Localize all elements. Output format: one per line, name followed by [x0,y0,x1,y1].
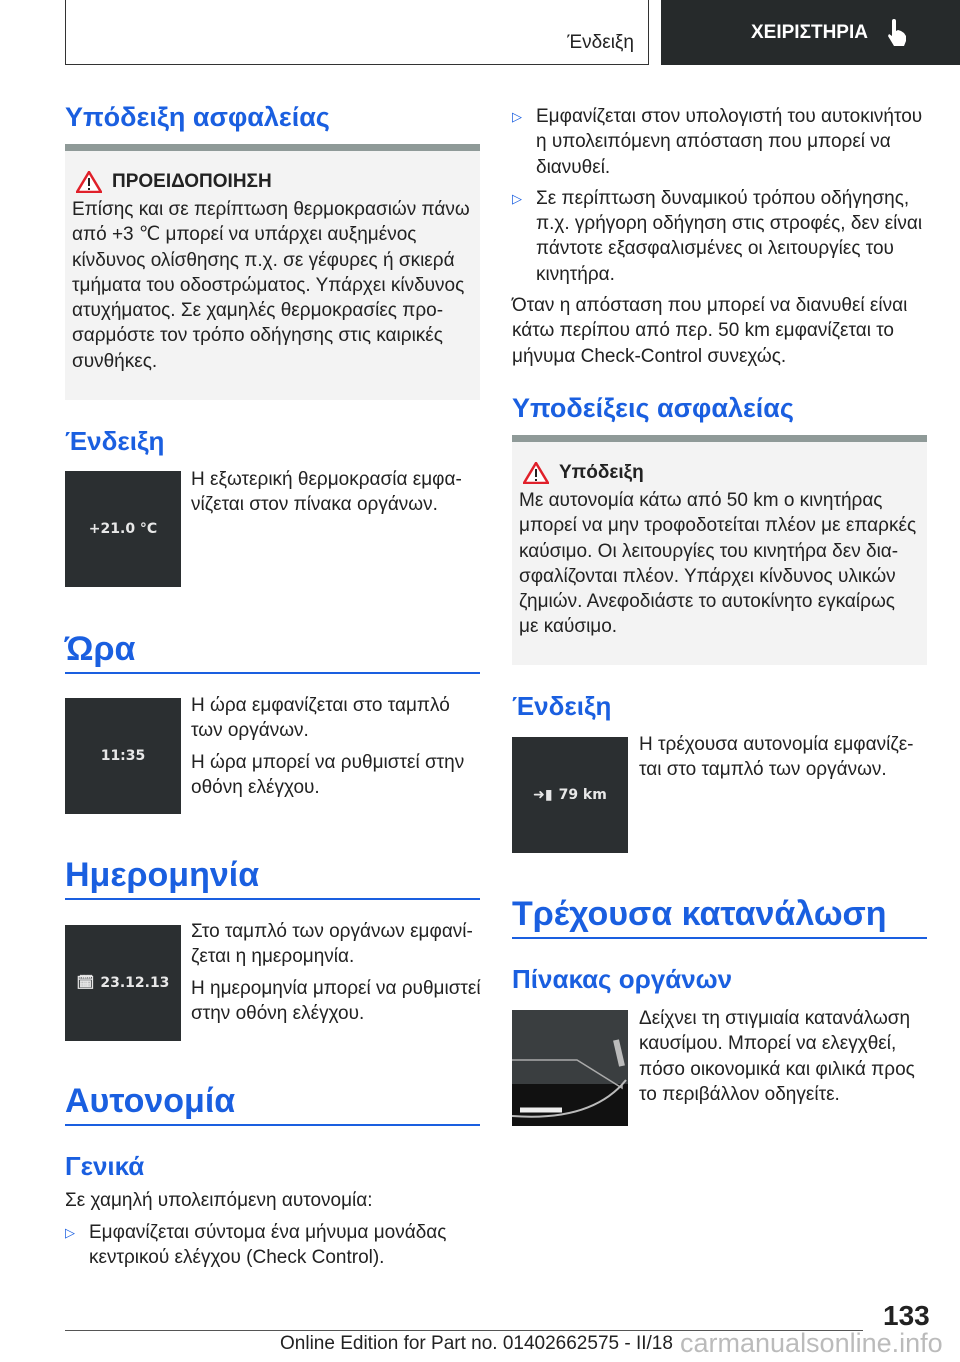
general-text: Σε χαμηλή υπολειπόμενη αυτονομία: [65,1190,373,1211]
range-value: 79 km [558,787,607,803]
note-text: Με αυτονομία κάτω από 50 km ο κινητήρας μπορεί να μην τροφοδοτείται πλέον με επαρκές καύσιμο. Οι λειτουργίες του κινητήρα δεν διασφαλίζονται πλέον. Υπάρχει κίνδυνος υλικών ζημιών. Ανεφοδιάστε το αυτοκίνητο εγκαίρως με καύσιμο. [519,490,917,638]
triangle-bullet-icon: ▷ [512,190,522,206]
bullet-item [512,104,927,180]
consumption-heading: Τρέχουσα κατανάλωση [512,895,927,939]
warning-icon [76,171,102,193]
hand-pointer-icon [886,19,908,47]
temperature-text: Η εξωτερική θερμοκρασία εμφανίζεται στον πίνακα οργάνων. [191,469,462,516]
fuel-pump-icon: ➜▮ [533,787,553,803]
safety-heading: Υπόδειξη ασφαλείας [65,102,330,132]
triangle-bullet-icon: ▷ [512,109,522,124]
date-text-1: Στο ταμπλό των οργάνων εμφανίζεται η ημερομηνία. [191,921,473,968]
range-display-image [512,737,628,853]
date-text [191,919,481,1026]
cluster-heading: Πίνακας οργάνων [512,964,733,994]
instrument-cluster-image [512,1010,628,1126]
time-text-2: Η ώρα μπορεί να ρυθμιστεί στην οθόνη ελέγχου. [191,751,465,798]
range-heading: Αυτονομία [65,1082,480,1126]
warning-icon [523,462,549,484]
calendar-icon: 🗓 [76,975,95,991]
temperature-display-image [65,471,181,587]
footer-edition: Online Edition for Part no. 01402662575 - II/18 [280,1333,673,1354]
range-display-heading: Ένδειξη [512,691,612,721]
date-heading: Ημερομηνία [65,856,480,900]
header-section-box [65,0,649,65]
triangle-bullet-icon: ▷ [65,1225,75,1240]
warning-title: ΠΡΟΕΙΔΟΠΟΙΗΣΗ [112,171,272,192]
time-heading: Ώρα [65,630,480,674]
bullet-text: Εμφανίζεται σύντομα ένα μήνυμα μονάδας κεντρικού ελέγχου (Check Control). [89,1222,447,1269]
safety-notes-heading: Υποδείξεις ασφαλείας [512,393,794,423]
page-number: 133 [883,1300,930,1331]
time-value: 11:35 [100,748,146,764]
bullet-item [512,186,927,287]
general-heading: Γενικά [65,1151,145,1181]
time-display-image [65,698,181,814]
bullet-text: Εμφανίζεται στον υπολογιστή του αυτοκινήτου η υπολειπόμενη απόσταση που μπορεί να διανυθεί. [536,106,923,178]
gauge-graphic [512,1010,628,1126]
note-box [512,435,927,665]
bullet-item [65,1220,480,1271]
range-display-text: Η τρέχουσα αυτονομία εμφανίζεται στο ταμπλό των οργάνων. [639,734,914,781]
date-value: 23.12.13 [100,975,170,991]
warning-box [65,144,480,400]
range-text: Όταν η απόσταση που μπορεί να διανυθεί είναι κάτω περίπου από περ. 50 km εμφανίζεται το μήνυμα Check-Control συνεχώς. [512,295,908,367]
date-text-2: Η ημερομηνία μπορεί να ρυθμιστεί στην οθόνη ελέγχου. [191,977,481,1024]
temperature-value: +21.0 °C [88,521,158,537]
date-display-image [65,925,181,1041]
note-title: Υπόδειξη [559,462,644,483]
display-heading: Ένδειξη [65,426,165,456]
warning-text: Επίσης και σε περίπτωση θερμοκρασιών πάνω από +3 ℃ μπορεί να υπάρχει αυξημένος κίνδυνος ολίσθησης π.χ. σε γέφυρες ή σκιερά τμήματα του οδοστρώματος. Υπάρχει κίνδυνος ατυχήματος. Σε χαμηλές θερμοκρασίες προσαρμόστε τον τρόπο οδήγησης στις καιρικές συνθήκες. [72,199,470,372]
bullet-text: Σε περίπτωση δυναμικού τρόπου οδήγησης, π.χ. γρήγορη οδήγηση στις στροφές, δεν είναι πάντοτε εξασφαλισμένες οι λειτουργίες του κινητήρα. [536,187,923,285]
cluster-text: Δείχνει τη στιγμιαία κατανάλωση καυσίμου. Μπορεί να ελεγχθεί, πόσο οικονομικά και φιλικά προς το περιβάλλον οδηγείτε. [639,1008,915,1105]
watermark: carmanualsonline.info [680,1328,943,1358]
chapter-title: ΧΕΙΡΙΣΤΗΡΙΑ [751,21,868,43]
header-section: Ένδειξη [567,32,634,53]
time-text-1: Η ώρα εμφανίζεται στο ταμπλό των οργάνων. [191,695,450,742]
time-text [191,693,481,800]
bullet-list [512,104,927,369]
header-chapter [661,0,960,65]
